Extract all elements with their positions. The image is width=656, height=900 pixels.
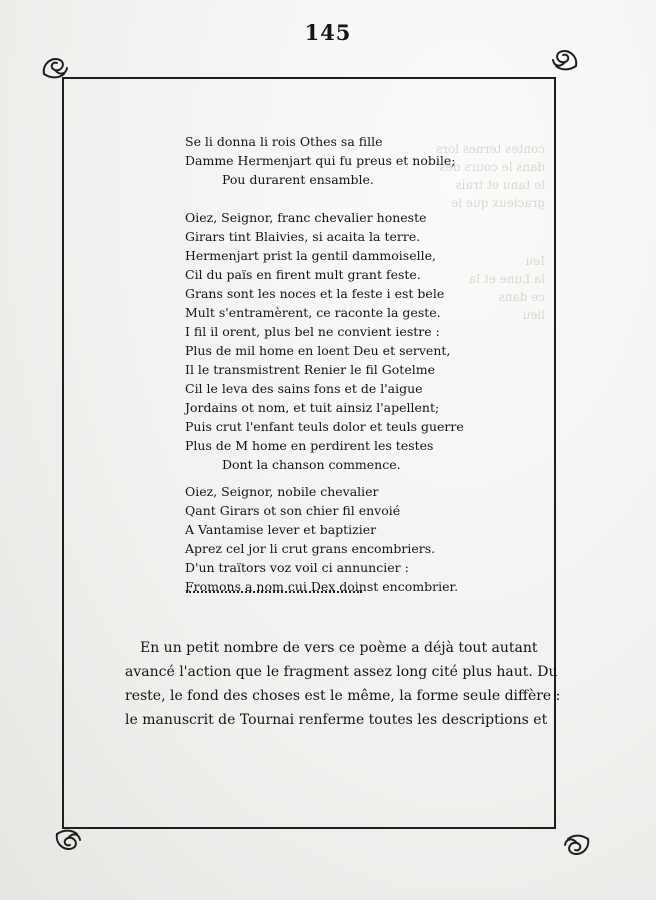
bleed-through-line: ce dans [498, 290, 545, 304]
corner-flourish-icon [53, 826, 83, 856]
verse-line: Qant Girars ot son chier fil envoié [185, 503, 401, 518]
prose-line: le manuscrit de Tournai renferme toutes les descriptions et [125, 712, 548, 728]
corner-flourish-icon [562, 831, 592, 861]
prose-line: reste, le fond des choses est le même, la forme seule diffère : [125, 688, 561, 704]
ellipsis-divider [186, 591, 362, 593]
bleed-through-line: dans le cours des [439, 160, 545, 174]
prose-line: En un petit nombre de vers ce poème a déjà tout autant [140, 640, 538, 656]
verse-line: Cil le leva des sains fons et de l'aigue [185, 381, 423, 396]
verse-line: Plus de mil home en loent Deu et servent, [185, 343, 451, 358]
verse-line: Plus de M home en perdirent les testes [185, 438, 434, 453]
verse-line: Oiez, Seignor, nobile chevalier [185, 484, 379, 499]
verse-line: Puis crut l'enfant teuls dolor et teuls guerre [185, 419, 464, 434]
bleed-through-line: le tanu et trais [455, 178, 545, 192]
verse-stanza [185, 208, 464, 474]
prose-paragraph [125, 636, 561, 732]
verse-line: Cil du païs en firent mult grant feste. [185, 267, 421, 282]
verse-line: Fromons a nom cui Dex doinst encombrier. [185, 579, 459, 594]
corner-flourish-icon [550, 44, 580, 74]
verse-line: Aprez cel jor li crut grans encombriers. [185, 541, 436, 556]
bleed-through-line: contes ternes lors [436, 142, 545, 156]
verse-line: D'un traïtors voz voil ci annuncier : [185, 560, 409, 575]
bleed-through-line: Ieu [525, 254, 545, 268]
verse-line: Hermenjart prist la gentil dammoiselle, [185, 248, 436, 263]
bleed-through-line: gracieux que le [451, 196, 545, 210]
verse-line: Il le transmistrent Renier le fil Gotelme [185, 362, 435, 377]
verse-line: A Vantamise lever et baptizier [185, 522, 377, 537]
bleed-through-line: lieu [522, 308, 545, 322]
verse-line: Oiez, Seignor, franc chevalier honeste [185, 210, 427, 225]
verse-stanza [185, 482, 458, 596]
verse-line: Girars tint Blaivies, si acaita la terre. [185, 229, 421, 244]
bleed-through-line: la Lune et la [469, 272, 545, 286]
verse-stanza [185, 132, 456, 189]
verse-line: Se li donna li rois Othes sa fille [185, 134, 383, 149]
verse-refrain-line: Dont la chanson commence. [222, 457, 401, 472]
verse-line: Grans sont les noces et la feste i est bele [185, 286, 445, 301]
page-number: 145 [304, 20, 352, 45]
verse-line: Mult s'entramèrent, ce raconte la geste. [185, 305, 441, 320]
corner-flourish-icon [40, 52, 70, 82]
verse-line: Damme Hermenjart qui fu preus et nobile; [185, 153, 456, 168]
verse-line: Jordains ot nom, et tuit ainsiz l'apellent; [185, 400, 440, 415]
verse-refrain-line: Pou durarent ensamble. [222, 172, 374, 187]
prose-line: avancé l'action que le fragment assez long cité plus haut. Du [125, 664, 558, 680]
verse-line: I fil il orent, plus bel ne convient iestre : [185, 324, 440, 339]
